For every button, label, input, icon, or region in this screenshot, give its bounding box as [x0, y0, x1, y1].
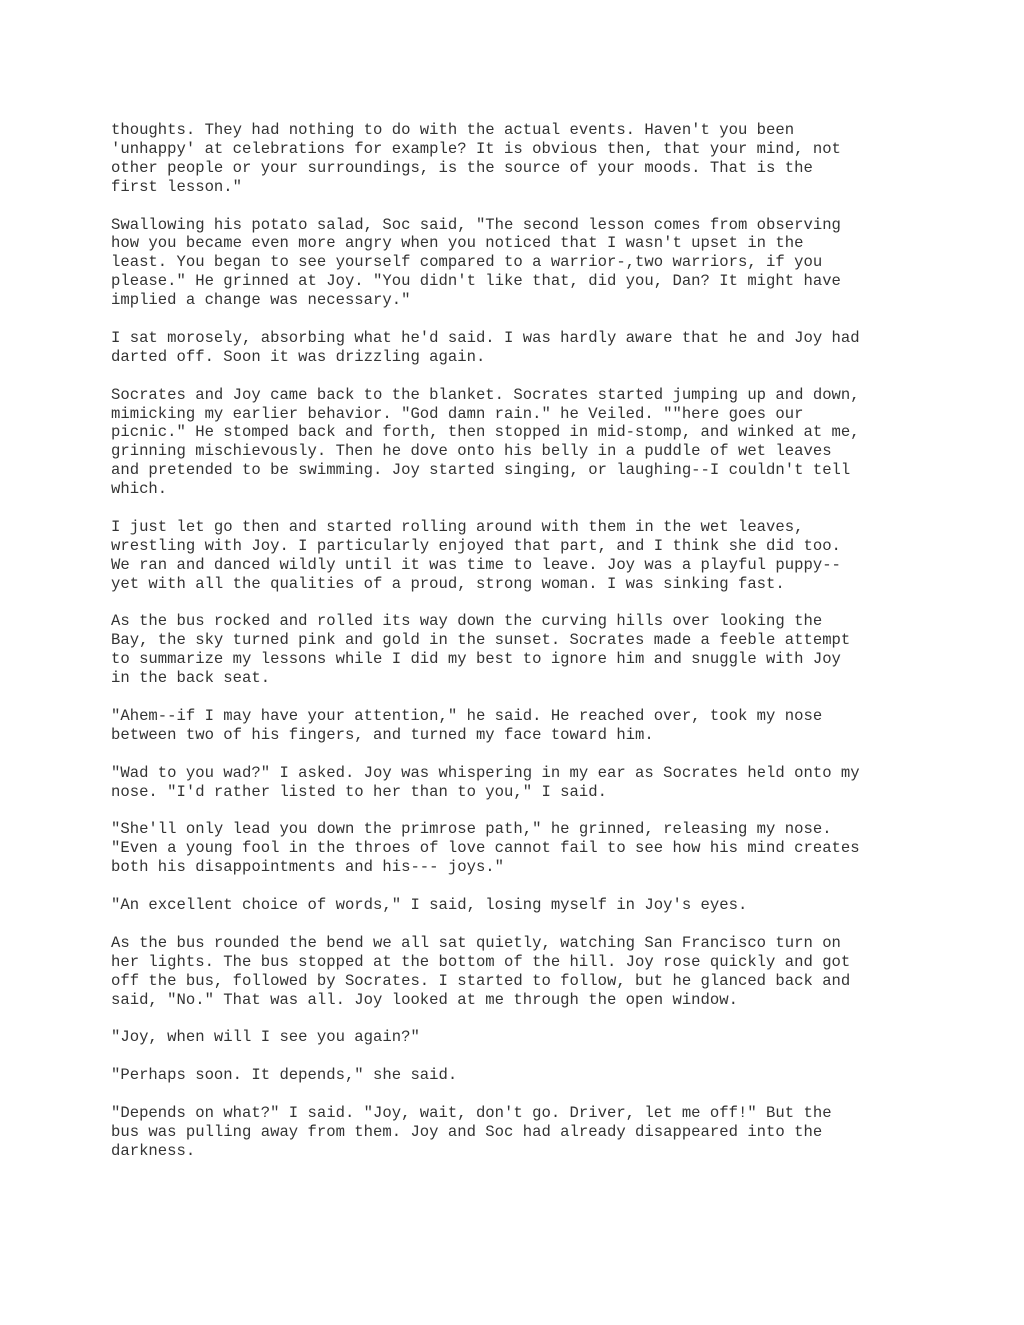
paragraph: I sat morosely, absorbing what he'd said. I was hardly aware that he and Joy had darted off. Soon it was drizzling again.	[111, 328, 860, 366]
paragraph: thoughts. They had nothing to do with the actual events. Haven't you been 'unhappy' at celebrations for example? It is obvious then, that your mind, not other people or your surroundings, is the source of your moods. That is the first lesson."	[111, 121, 841, 196]
paragraph: "Perhaps soon. It depends," she said.	[111, 1066, 458, 1085]
paragraph: "She'll only lead you down the primrose path," he grinned, releasing my nose. "Even a young fool in the throes of love cannot fail to see how his mind creates both his disappointments and his--- joys."	[111, 820, 860, 877]
paragraph: "Depends on what?" I said. "Joy, wait, don't go. Driver, let me off!" But the bus was pulling away from them. Joy and Soc had already disappeared into the darkness.	[111, 1103, 832, 1160]
document-page	[111, 121, 951, 1180]
paragraph: "An excellent choice of words," I said, losing myself in Joy's eyes.	[111, 896, 748, 915]
paragraph: As the bus rocked and rolled its way down the curving hills over looking the Bay, the sky turned pink and gold in the sunset. Socrates made a feeble attempt to summarize my lessons while I did my best to ignore him and snuggle with Joy in the back seat.	[111, 612, 851, 688]
paragraph: As the bus rounded the bend we all sat quietly, watching San Francisco turn on her lights. The bus stopped at the bottom of the hill. Joy rose quickly and got off the bus, followed by Socrates. I started to follow, but he glanced back and said, "No." That was all. Joy looked at me through the open window.	[111, 933, 851, 1009]
paragraph: "Ahem--if I may have your attention," he said. He reached over, took my nose between two of his fingers, and turned my face toward him.	[111, 707, 823, 744]
paragraph: Socrates and Joy came back to the blanket. Socrates started jumping up and down, mimicking my earlier behavior. "God damn rain." he Veiled. ""here goes our picnic." He stomped back and forth, then stopped in mid-stomp, and winked at me, grinning mischievously. Then he dove onto his belly in a puddle of wet leaves and pretended to be swimming. Joy started singing, or laughing--I couldn't tell which.	[111, 385, 860, 499]
paragraph: I just let go then and started rolling around with them in the wet leaves, wrestling with Joy. I particularly enjoyed that part, and I think she did too. We ran and danced wildly until it was time to leave. Joy was a playful puppy-- yet with all the qualities of a proud, strong woman. I was sinking fast.	[111, 517, 841, 593]
paragraph: "Wad to you wad?" I asked. Joy was whispering in my ear as Socrates held onto my nose. "I'd rather listed to her than to you," I said.	[111, 763, 860, 801]
paragraph: "Joy, when will I see you again?"	[111, 1028, 420, 1047]
paragraph: Swallowing his potato salad, Soc said, "The second lesson comes from observing how you became even more angry when you noticed that I wasn't upset in the least. You began to see yourself compared to a warrior-,two warriors, if you please." He grinned at Joy. "You didn't like that, did you, Dan? It might have implied a change was necessary."	[111, 215, 841, 310]
